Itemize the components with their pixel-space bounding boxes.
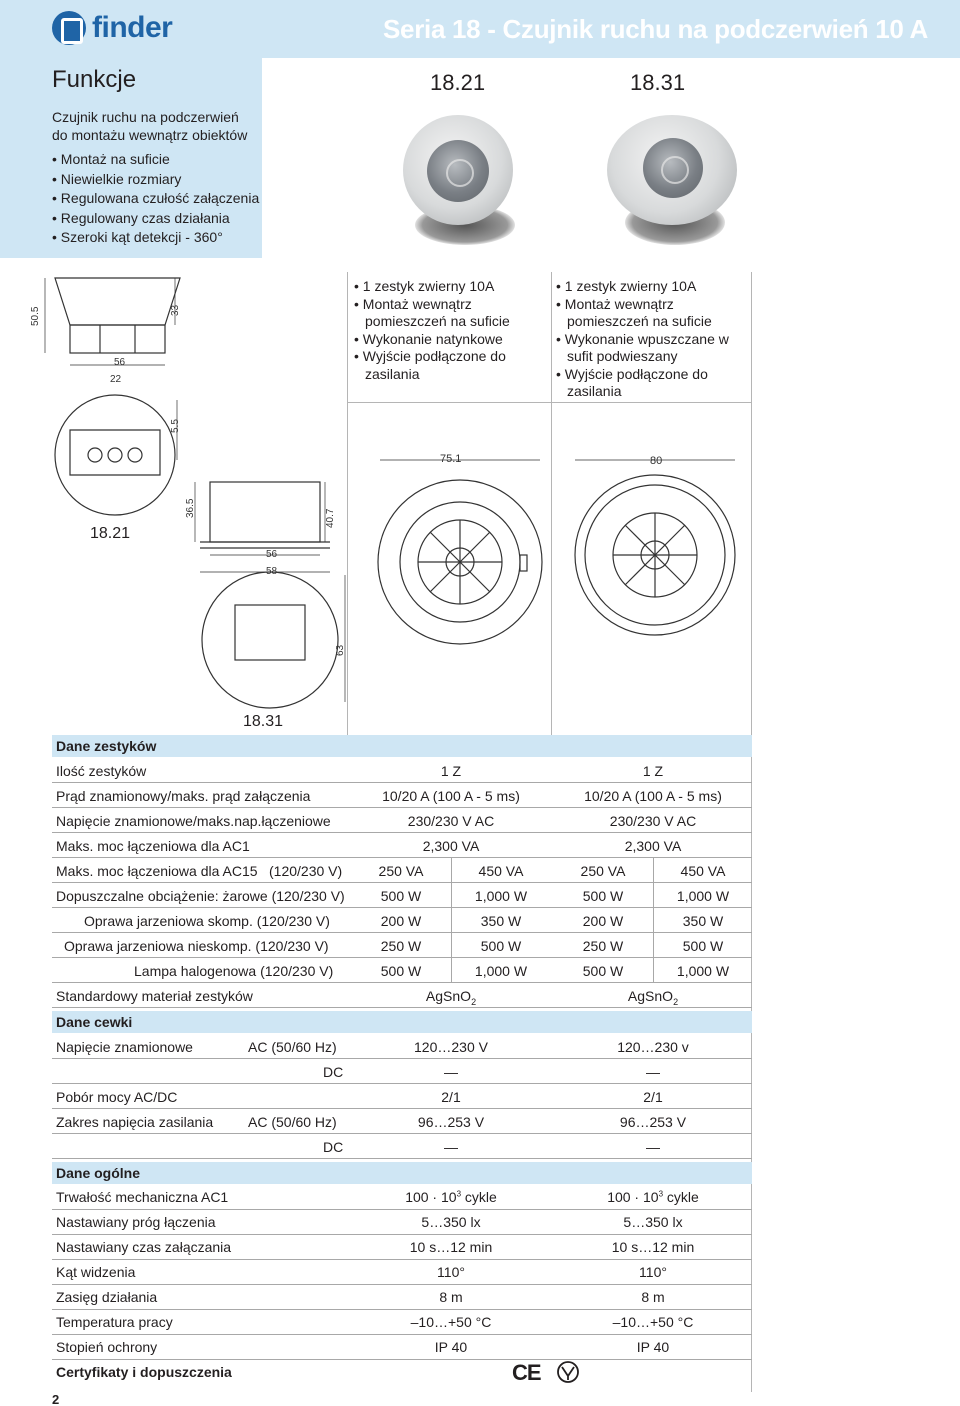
spec-item: • Montaż wewnątrz pomieszczeń na suficie — [556, 296, 748, 331]
cell-1821: — — [444, 1139, 458, 1155]
cell-1821-a: 500 W — [380, 963, 422, 979]
row-label: Kąt widzenia — [56, 1264, 136, 1280]
brand-name: finder — [92, 11, 173, 44]
cell-1821: 110° — [437, 1264, 465, 1280]
cell-1821: 2,300 VA — [422, 838, 480, 854]
row-label: Napięcie znamionowe — [56, 1039, 193, 1055]
model-title-1821: 18.21 — [430, 70, 486, 95]
cell-1831-a: 500 W — [582, 963, 624, 979]
page-number: 2 — [52, 1392, 60, 1406]
bottom-view-1831 — [202, 572, 338, 708]
cell-1821: 10 s…12 min — [409, 1239, 493, 1255]
row-sublabel: AC (50/60 Hz) — [248, 1114, 337, 1130]
row-sublabel: AC (50/60 Hz) — [248, 1039, 337, 1055]
cell-1821-b: 1,000 W — [474, 888, 528, 904]
spec-item: • Wykonanie natynkowe — [354, 331, 544, 349]
row-label: Nastawiany próg łączenia — [56, 1214, 216, 1230]
cell-1831: $100 \cdot 10^3$ cykle — [607, 1189, 699, 1205]
cell-1831-b: 450 VA — [680, 863, 726, 879]
cell-1831: –10…+50 °C — [612, 1314, 694, 1330]
finder-logo — [52, 8, 172, 48]
cell-1831-a: 250 VA — [580, 863, 626, 879]
ce-mark-icon: CE — [512, 1360, 541, 1385]
row-label: Ilość zestyków — [56, 763, 147, 779]
cell-1821: 5…350 lx — [421, 1214, 481, 1230]
row-label: Temperatura pracy — [56, 1314, 173, 1330]
cell-1821: AgSnO$_2$ — [425, 988, 477, 1007]
row-label: Oprawa jarzeniowa nieskomp. (120/230 V) — [64, 938, 329, 954]
cell-1821-b: 1,000 W — [474, 963, 528, 979]
cell-1831: 8 m — [641, 1289, 665, 1305]
cell-1831-a: 500 W — [582, 888, 624, 904]
cell-1831: 10/20 A (100 A - 5 ms) — [584, 788, 722, 804]
model-title-1831: 18.31 — [630, 70, 686, 95]
spec-item: • Wykonanie wpuszczane w sufit podwieszany — [556, 331, 748, 366]
dim-36-5: 36.5 — [185, 498, 196, 518]
row-label: Zakres napięcia zasilania — [56, 1114, 214, 1130]
dim-56b: 56 — [266, 549, 278, 560]
spec-item: • 1 zestyk zwierny 10A — [354, 278, 544, 296]
finder-logo-icon — [52, 11, 86, 45]
row-label: Nastawiany czas załączania — [56, 1239, 232, 1255]
row-sublabel: DC — [323, 1139, 344, 1155]
cell-1821: 10/20 A (100 A - 5 ms) — [382, 788, 520, 804]
dim-33: 33 — [170, 304, 181, 316]
cell-1821: — — [444, 1064, 458, 1080]
drawing-label-1831: 18.31 — [243, 713, 284, 730]
cell-1821-a: 250 VA — [378, 863, 424, 879]
row-label: Trwałość mechaniczna AC1 — [56, 1189, 229, 1205]
top-view-drawings — [370, 450, 750, 665]
dim-22: 22 — [110, 374, 122, 385]
side-view-body — [55, 278, 180, 325]
series-title: Seria 18 - Czujnik ruchu na podczerwień 10 A — [383, 14, 928, 44]
section-general: Dane ogólne — [52, 1162, 752, 1184]
product-photo-1821 — [395, 100, 535, 250]
row-sublabel: (120/230 V) — [269, 863, 343, 879]
page-header — [0, 0, 960, 58]
cell-1831-a: 250 W — [582, 938, 624, 954]
cell-1821-b: 350 W — [480, 913, 522, 929]
cell-1821: 2/1 — [441, 1089, 461, 1105]
row-label: Stopień ochrony — [56, 1339, 158, 1355]
grid-line — [551, 272, 552, 448]
cell-1831: 120…230 v — [617, 1039, 689, 1055]
row-sublabel: DC — [323, 1064, 344, 1080]
cell-1821-a: 200 W — [380, 913, 422, 929]
cell-1831: 5…350 lx — [623, 1214, 683, 1230]
feature-item: • Montaż na suficie — [52, 150, 259, 170]
cell-1821-b: 450 VA — [478, 863, 524, 879]
spec-list-1831 — [556, 278, 748, 401]
cell-1821-b: 500 W — [480, 938, 522, 954]
cell-1831: 10 s…12 min — [611, 1239, 695, 1255]
feature-list — [52, 150, 259, 248]
cell-1821: 8 m — [439, 1289, 463, 1305]
dim-63: 63 — [335, 644, 346, 656]
drawing-label-1821: 18.21 — [90, 525, 131, 542]
row-label: Maks. moc łączeniowa dla AC15 — [56, 863, 258, 879]
cell-1821-a: 250 W — [380, 938, 422, 954]
cell-1831-b: 1,000 W — [676, 963, 730, 979]
row-label: Oprawa jarzeniowa skomp. (120/230 V) — [84, 913, 330, 929]
row-label: Lampa halogenowa (120/230 V) — [134, 963, 334, 979]
cell-1831: 96…253 V — [619, 1114, 687, 1130]
feature-item: • Regulowana czułość załączenia — [52, 189, 259, 209]
cell-1821: 1 Z — [440, 763, 462, 779]
cell-1831: 2,300 VA — [624, 838, 682, 854]
cell-1831: — — [646, 1064, 660, 1080]
cell-1831-b: 1,000 W — [676, 888, 730, 904]
intro-heading: Funkcje — [52, 66, 137, 93]
row-label: Standardowy materiał zestyków — [56, 988, 253, 1004]
section-coil: Dane cewki — [52, 1011, 752, 1033]
cell-1831: 230/230 V AC — [609, 813, 697, 829]
dim-80: 80 — [650, 455, 663, 467]
cell-1831-b: 500 W — [682, 938, 724, 954]
cell-1831: IP 40 — [636, 1339, 670, 1355]
intro-description: Czujnik ruchu na podczerwień do montażu wewnątrz obiektów — [52, 109, 248, 143]
cell-1821: 96…253 V — [417, 1114, 485, 1130]
cell-1821: –10…+50 °C — [410, 1314, 492, 1330]
cell-1821: 230/230 V AC — [407, 813, 495, 829]
dim-56a: 56 — [114, 357, 126, 368]
intro-panel — [0, 58, 262, 258]
spec-item: • Wyjście podłączone do zasilania — [556, 366, 748, 401]
row-label: Napięcie znamionowe/maks.nap.łączeniowe — [56, 813, 331, 829]
cell-1821: IP 40 — [434, 1339, 468, 1355]
grid-line — [347, 402, 752, 403]
spec-list-1821 — [354, 278, 544, 383]
bottom-view-outline — [55, 395, 175, 515]
dim-50-5: 50.5 — [30, 306, 41, 326]
cell-1821: 120…230 V — [414, 1039, 488, 1055]
feature-item: • Niewielkie rozmiary — [52, 170, 259, 190]
row-label: Zasięg działania — [56, 1289, 158, 1305]
cell-1831-b: 350 W — [682, 913, 724, 929]
dim-40-7: 40.7 — [325, 508, 336, 528]
spec-item: • Wyjście podłączone do zasilania — [354, 348, 544, 383]
side-view-base — [70, 325, 165, 353]
side-view-1831 — [210, 482, 320, 542]
cell-1831: AgSnO$_2$ — [627, 988, 679, 1007]
row-label: Maks. moc łączeniowa dla AC1 — [56, 838, 250, 854]
row-label: Dopuszczalne obciążenie: żarowe (120/230 V) — [56, 888, 345, 904]
feature-item: • Szeroki kąt detekcji - 360° — [52, 228, 259, 248]
dim-5-5: 5.5 — [170, 419, 181, 433]
cell-1831-a: 200 W — [582, 913, 624, 929]
row-label: Prąd znamionowy/maks. prąd załączenia — [56, 788, 311, 804]
section-certs: Certyfikaty i dopuszczenia — [56, 1364, 232, 1380]
dim-75-1: 75.1 — [440, 453, 462, 465]
cell-1831: 1 Z — [642, 763, 664, 779]
cell-1831: — — [646, 1139, 660, 1155]
cell-1821: $100 \cdot 10^3$ cykle — [405, 1189, 497, 1205]
dimension-drawings-1821 — [30, 270, 350, 710]
cell-1821-a: 500 W — [380, 888, 422, 904]
cell-1831: 2/1 — [643, 1089, 663, 1105]
product-photo-1831 — [595, 100, 755, 250]
section-contacts: Dane zestyków — [52, 735, 752, 757]
spec-item: • 1 zestyk zwierny 10A — [556, 278, 748, 296]
dim-58: 58 — [266, 566, 278, 577]
cell-1831: 110° — [639, 1264, 667, 1280]
spec-item: • Montaż wewnątrz pomieszczeń na suficie — [354, 296, 544, 331]
row-label: Pobór mocy AC/DC — [56, 1089, 178, 1105]
feature-item: • Regulowany czas działania — [52, 209, 259, 229]
certification-seal-icon — [556, 1360, 580, 1384]
